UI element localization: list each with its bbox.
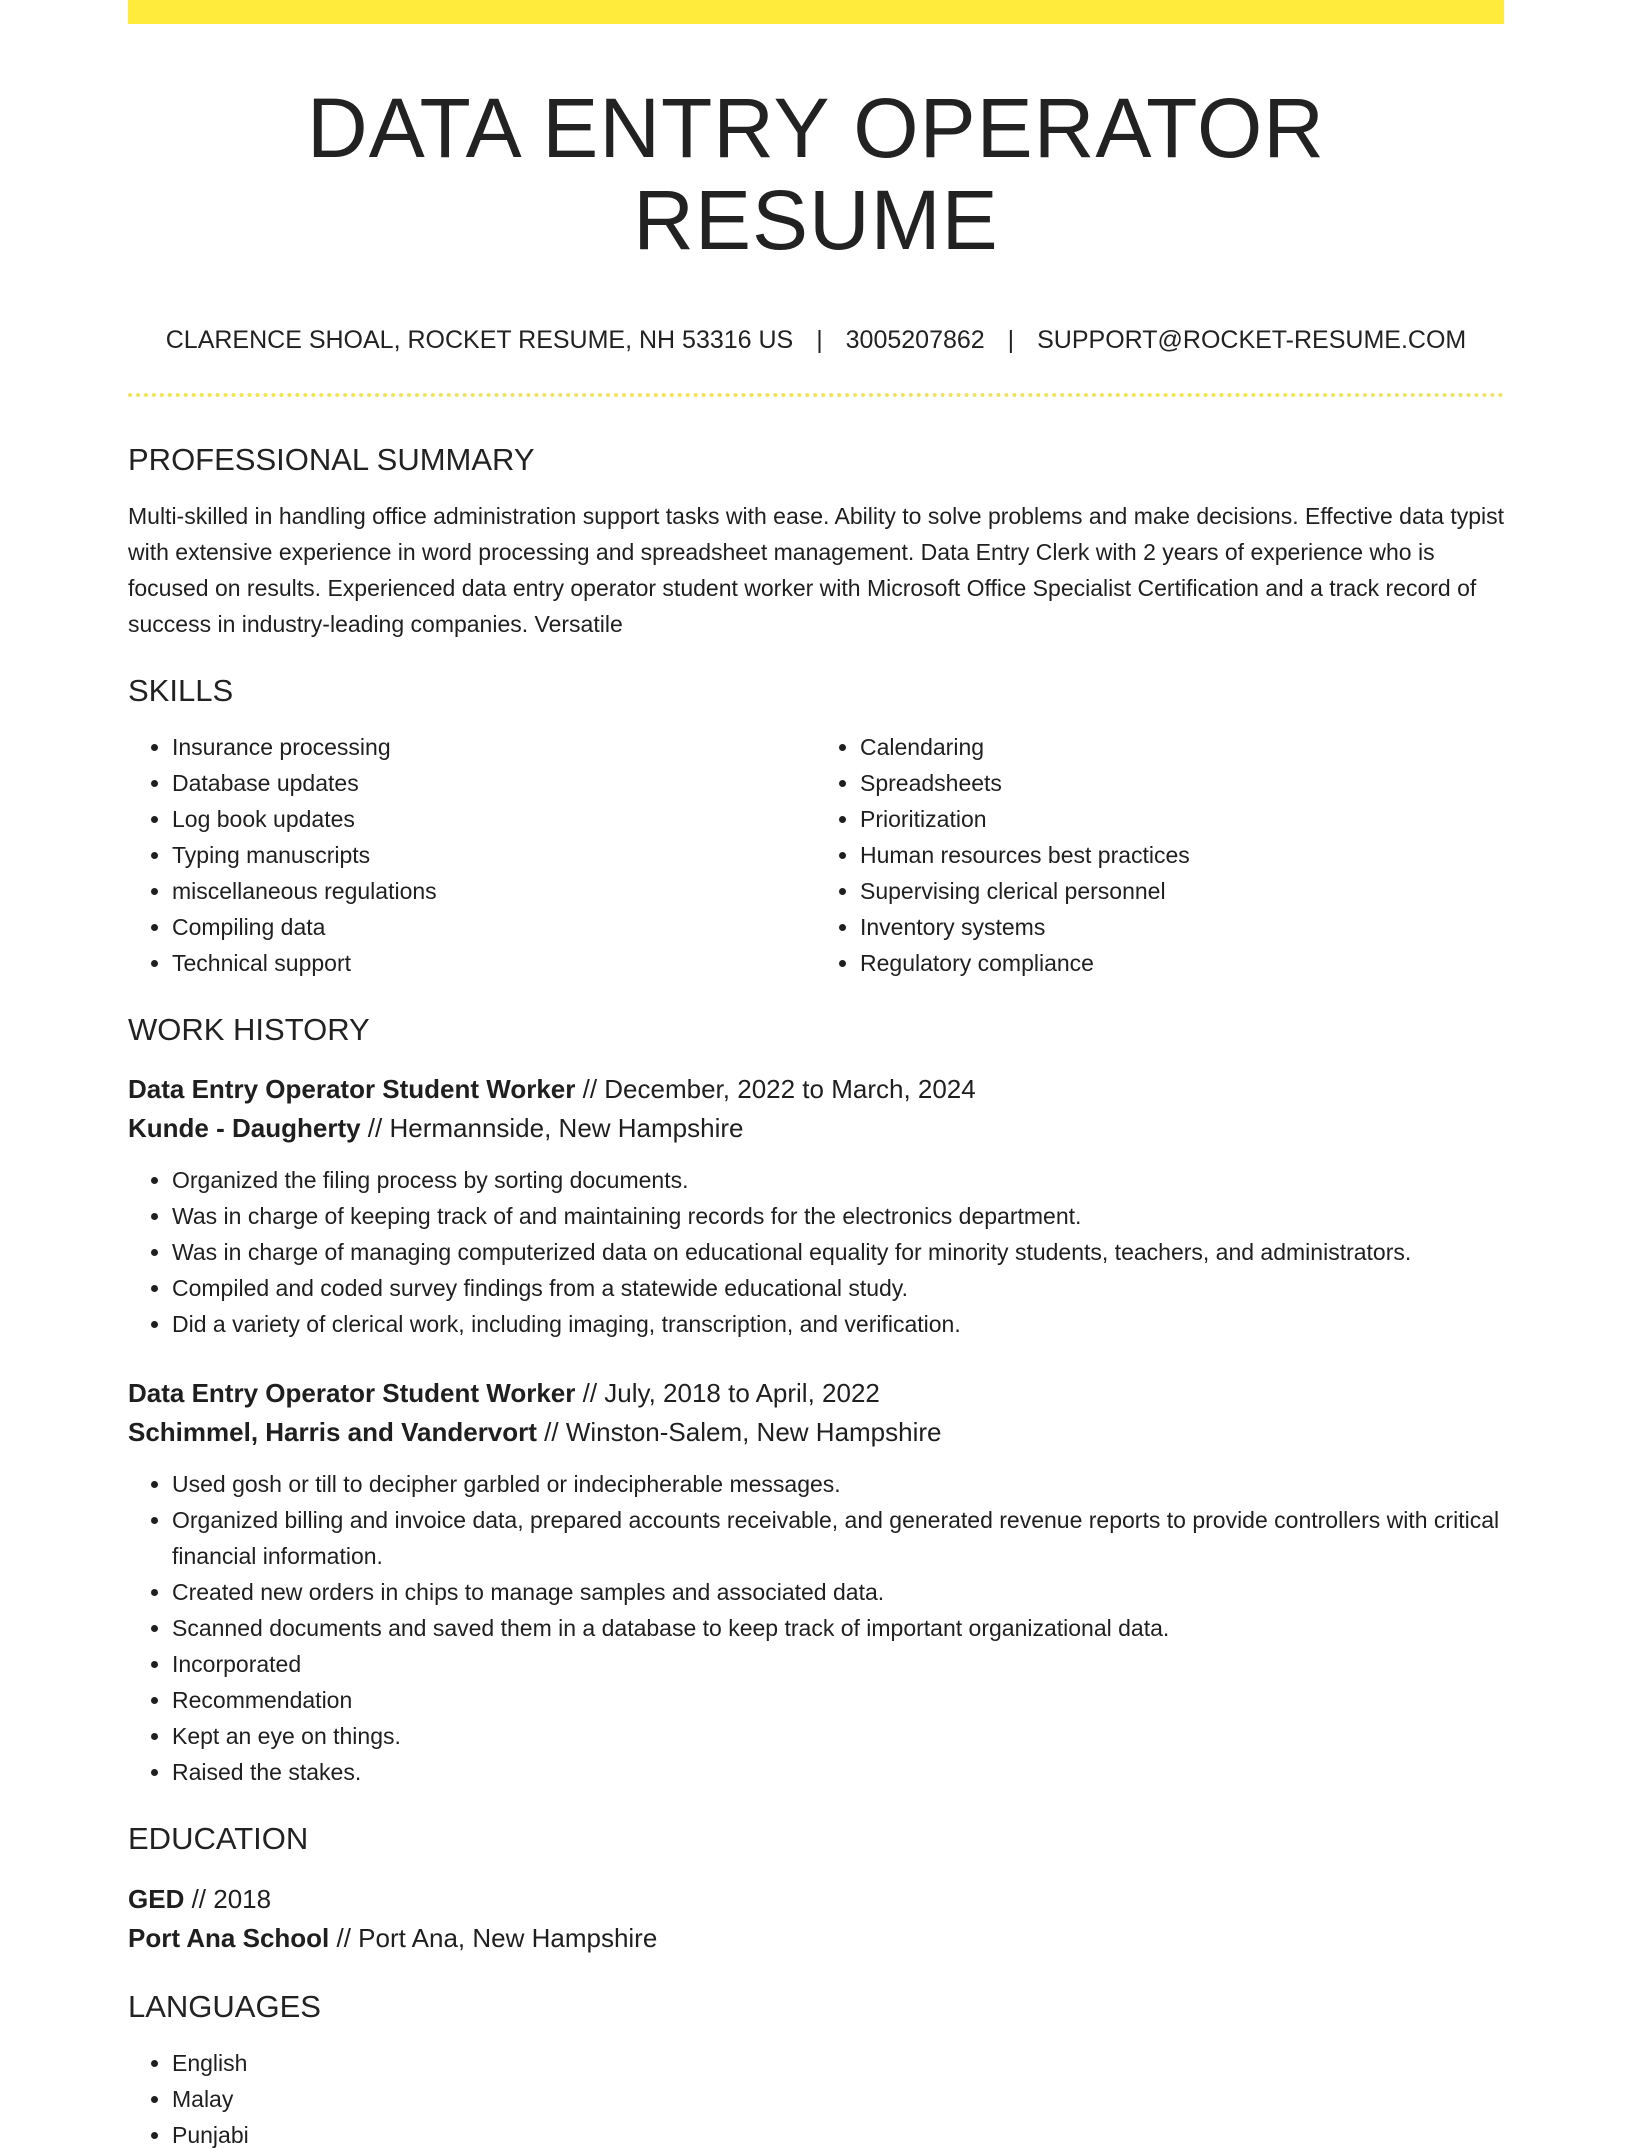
list-item: • Was in charge of keeping track of and maintaining records for the electronics department. bbox=[172, 1198, 1504, 1234]
summary-section bbox=[128, 441, 1504, 642]
list-item: • Raised the stakes. bbox=[172, 1754, 1504, 1790]
job-company-line bbox=[128, 1413, 1504, 1452]
list-item: • Did a variety of clerical work, including imaging, transcription, and verification. bbox=[172, 1306, 1504, 1342]
job-company-line bbox=[128, 1109, 1504, 1148]
contact-separator: | bbox=[1007, 325, 1015, 354]
contact-line bbox=[128, 325, 1504, 355]
job-entry bbox=[128, 1070, 1504, 1342]
education-year: // 2018 bbox=[184, 1883, 272, 1914]
education-entry bbox=[128, 1880, 1504, 1958]
job-title-line bbox=[128, 1070, 1504, 1109]
list-item: • Compiled and coded survey findings from a statewide educational study. bbox=[172, 1270, 1504, 1306]
work-history-section bbox=[128, 1011, 1504, 1790]
section-heading-skills: SKILLS bbox=[128, 672, 234, 708]
list-item: • Organized billing and invoice data, prepared accounts receivable, and generated revenue reports to provide controllers with critical financial information. bbox=[172, 1502, 1504, 1574]
education-degree-line bbox=[128, 1880, 1504, 1919]
list-item: • Created new orders in chips to manage samples and associated data. bbox=[172, 1574, 1504, 1610]
list-item: • Spreadsheets bbox=[860, 765, 1504, 801]
skills-grid bbox=[128, 729, 1504, 981]
contact-separator: | bbox=[816, 325, 823, 354]
job-title: Data Entry Operator Student Worker bbox=[128, 1074, 576, 1105]
contact-phone: 3005207862 bbox=[845, 325, 985, 354]
accent-top-bar bbox=[128, 0, 1504, 24]
list-item: • Scanned documents and saved them in a database to keep track of important organizational data. bbox=[172, 1610, 1504, 1646]
job-location: // Hermannside, New Hampshire bbox=[360, 1113, 744, 1144]
list-item: • Was in charge of managing computerized data on educational equality for minority students, teachers, and administrators. bbox=[172, 1234, 1504, 1270]
contact-email: SUPPORT@ROCKET-RESUME.COM bbox=[1037, 325, 1467, 354]
skills-list-left bbox=[128, 729, 816, 981]
job-dates: // December, 2022 to March, 2024 bbox=[575, 1074, 976, 1105]
education-degree: GED bbox=[128, 1883, 185, 1914]
languages-section bbox=[128, 1988, 1504, 2153]
list-item: • miscellaneous regulations bbox=[172, 873, 816, 909]
education-school: Port Ana School bbox=[128, 1922, 330, 1953]
job-title-line bbox=[128, 1374, 1504, 1413]
section-heading-work: WORK HISTORY bbox=[128, 1012, 370, 1048]
summary-text: Multi-skilled in handling office administration support tasks with ease. Ability to solve problems and make decisions. Effective data typist with extensive experience in word processing and spreadsheet management. Data Entry Clerk with 2 years of experience who is focused on results. Experienced data entry operator student worker with Microsoft Office Specialist Certification and a track record of success in industry-leading companies. Versatile bbox=[128, 502, 1505, 637]
job-title: Data Entry Operator Student Worker bbox=[128, 1378, 576, 1409]
list-item: • Incorporated bbox=[172, 1646, 1504, 1682]
list-item: • Prioritization bbox=[860, 801, 1504, 837]
job-location: // Winston-Salem, New Hampshire bbox=[536, 1417, 942, 1448]
list-item: • Calendaring bbox=[860, 729, 1504, 765]
resume-page bbox=[128, 0, 1504, 2153]
list-item: • English bbox=[172, 2045, 1504, 2081]
job-bullets bbox=[128, 1466, 1504, 1790]
list-item: • Insurance processing bbox=[172, 729, 816, 765]
education-school-line bbox=[128, 1919, 1504, 1958]
list-item: • Technical support bbox=[172, 945, 816, 981]
job-company: Kunde - Daugherty bbox=[128, 1113, 361, 1144]
list-item: • Regulatory compliance bbox=[860, 945, 1504, 981]
job-bullets bbox=[128, 1162, 1504, 1342]
education-location: // Port Ana, New Hampshire bbox=[329, 1922, 658, 1953]
list-item: • Inventory systems bbox=[860, 909, 1504, 945]
section-heading-education: EDUCATION bbox=[128, 1821, 309, 1857]
list-item: • Typing manuscripts bbox=[172, 837, 816, 873]
resume-title: DATA ENTRY OPERATOR RESUME bbox=[307, 81, 1325, 268]
job-company: Schimmel, Harris and Vandervort bbox=[128, 1417, 537, 1448]
skills-section bbox=[128, 672, 1504, 981]
dotted-divider bbox=[128, 393, 1504, 397]
contact-address: CLARENCE SHOAL, ROCKET RESUME, NH 53316 US bbox=[165, 325, 794, 354]
languages-list bbox=[128, 2045, 1504, 2153]
job-dates: // July, 2018 to April, 2022 bbox=[575, 1378, 880, 1409]
list-item: • Punjabi bbox=[172, 2117, 1504, 2153]
list-item: • Malay bbox=[172, 2081, 1504, 2117]
skills-list-right bbox=[816, 729, 1504, 981]
section-heading-summary: PROFESSIONAL SUMMARY bbox=[128, 441, 535, 477]
list-item: • Log book updates bbox=[172, 801, 816, 837]
list-item: • Supervising clerical personnel bbox=[860, 873, 1504, 909]
section-heading-languages: LANGUAGES bbox=[128, 1988, 321, 2024]
job-entry bbox=[128, 1374, 1504, 1790]
list-item: • Compiling data bbox=[172, 909, 816, 945]
education-section bbox=[128, 1820, 1504, 1957]
list-item: • Human resources best practices bbox=[860, 837, 1504, 873]
list-item: • Organized the filing process by sorting documents. bbox=[172, 1162, 1504, 1198]
list-item: • Database updates bbox=[172, 765, 816, 801]
list-item: • Used gosh or till to decipher garbled or indecipherable messages. bbox=[172, 1466, 1504, 1502]
list-item: • Recommendation bbox=[172, 1682, 1504, 1718]
list-item: • Kept an eye on things. bbox=[172, 1718, 1504, 1754]
